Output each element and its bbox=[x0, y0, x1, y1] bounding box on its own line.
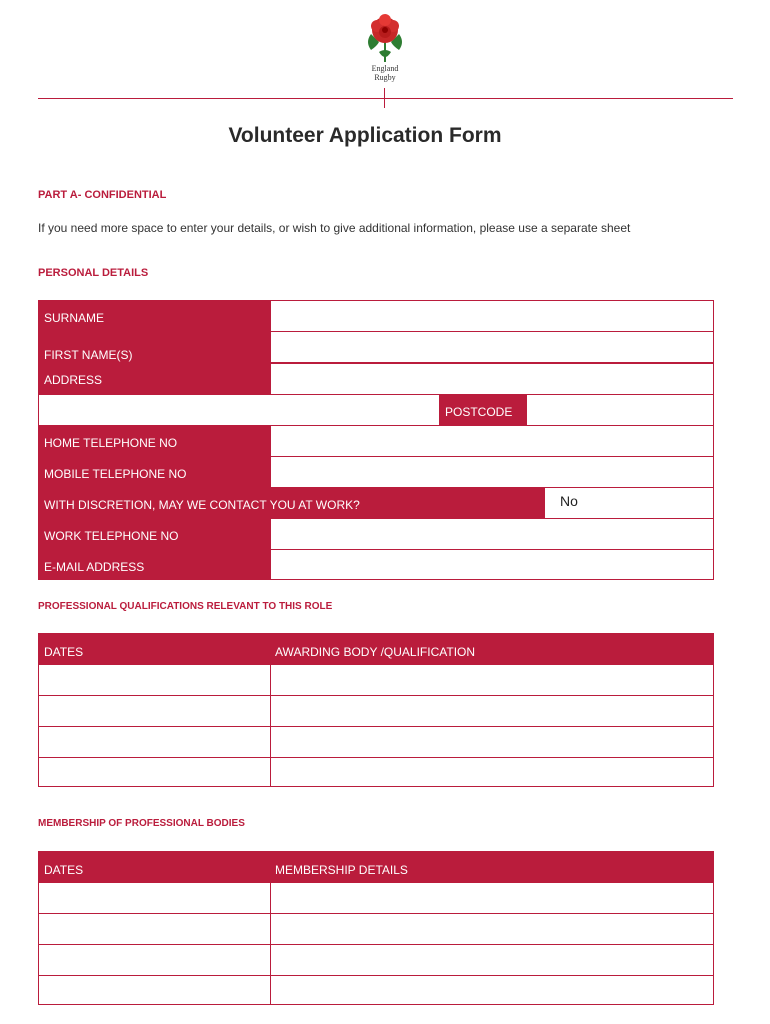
membership-date-cell[interactable] bbox=[38, 975, 271, 1005]
table-row bbox=[38, 664, 714, 695]
qualifications-col-body: AWARDING BODY /QUALIFICATION bbox=[275, 645, 476, 659]
qualification-date-cell[interactable] bbox=[38, 726, 271, 758]
table-row bbox=[38, 882, 714, 913]
rose-icon bbox=[361, 12, 409, 64]
contact-at-work-field[interactable] bbox=[544, 487, 714, 519]
membership-details-cell[interactable] bbox=[270, 913, 714, 945]
qualifications-heading: PROFESSIONAL QUALIFICATIONS RELEVANT TO THIS ROLE bbox=[38, 601, 333, 612]
qualification-body-cell[interactable] bbox=[270, 757, 714, 787]
qualification-date-cell[interactable] bbox=[38, 695, 271, 727]
membership-date-cell[interactable] bbox=[38, 882, 271, 914]
work-telephone-label: WORK TELEPHONE NO bbox=[38, 518, 270, 549]
table-row bbox=[38, 695, 714, 726]
qualification-date-cell[interactable] bbox=[38, 664, 271, 696]
membership-date-cell[interactable] bbox=[38, 944, 271, 976]
header-tick bbox=[384, 88, 385, 108]
table-row bbox=[38, 944, 714, 975]
england-rugby-logo bbox=[355, 12, 415, 90]
address-label: ADDRESS bbox=[38, 363, 270, 394]
table-row bbox=[38, 726, 714, 757]
logo-line-1: England bbox=[371, 64, 399, 73]
qualifications-col-dates: DATES bbox=[44, 645, 84, 659]
first-names-label: FIRST NAME(S) bbox=[38, 331, 270, 363]
table-row bbox=[38, 975, 714, 1005]
membership-heading: MEMBERSHIP OF PROFESSIONAL BODIES bbox=[38, 818, 245, 829]
logo-line-2: Rugby bbox=[374, 73, 396, 82]
table-row bbox=[38, 757, 714, 787]
home-telephone-label: HOME TELEPHONE NO bbox=[38, 425, 270, 456]
membership-header-row bbox=[38, 851, 714, 882]
membership-date-cell[interactable] bbox=[38, 913, 271, 945]
first-names-field[interactable] bbox=[270, 331, 714, 363]
table-row bbox=[38, 913, 714, 944]
page-title: Volunteer Application Form bbox=[228, 124, 502, 147]
contact-at-work-label: WITH DISCRETION, MAY WE CONTACT YOU AT WORK? bbox=[38, 487, 544, 518]
intro-text: If you need more space to enter your details, or wish to give additional information, please use a separate sheet bbox=[38, 221, 631, 235]
address-field[interactable] bbox=[270, 363, 714, 395]
membership-col-details: MEMBERSHIP DETAILS bbox=[275, 863, 408, 877]
qualification-body-cell[interactable] bbox=[270, 726, 714, 758]
work-telephone-field[interactable] bbox=[270, 518, 714, 550]
personal-details-heading: PERSONAL DETAILS bbox=[38, 267, 149, 279]
membership-details-cell[interactable] bbox=[270, 975, 714, 1005]
membership-col-dates: DATES bbox=[44, 863, 84, 877]
postcode-field[interactable] bbox=[526, 394, 714, 426]
email-field[interactable] bbox=[270, 549, 714, 580]
address-line-2-field[interactable] bbox=[38, 394, 440, 426]
qualification-body-cell[interactable] bbox=[270, 664, 714, 696]
email-label: E-MAIL ADDRESS bbox=[38, 549, 270, 580]
home-telephone-field[interactable] bbox=[270, 425, 714, 457]
qualifications-header-row bbox=[38, 633, 714, 664]
header-divider bbox=[38, 98, 733, 99]
qualification-body-cell[interactable] bbox=[270, 695, 714, 727]
mobile-telephone-label: MOBILE TELEPHONE NO bbox=[38, 456, 270, 487]
postcode-label: POSTCODE bbox=[439, 394, 526, 425]
membership-table bbox=[38, 851, 714, 1005]
personal-details-table bbox=[38, 300, 714, 580]
membership-details-cell[interactable] bbox=[270, 944, 714, 976]
mobile-telephone-field[interactable] bbox=[270, 456, 714, 488]
surname-label: SURNAME bbox=[38, 300, 270, 331]
part-a-heading: PART A- CONFIDENTIAL bbox=[38, 189, 167, 201]
contact-at-work-value: No bbox=[560, 493, 578, 509]
qualification-date-cell[interactable] bbox=[38, 757, 271, 787]
membership-details-cell[interactable] bbox=[270, 882, 714, 914]
surname-field[interactable] bbox=[270, 300, 714, 332]
qualifications-table bbox=[38, 633, 714, 787]
